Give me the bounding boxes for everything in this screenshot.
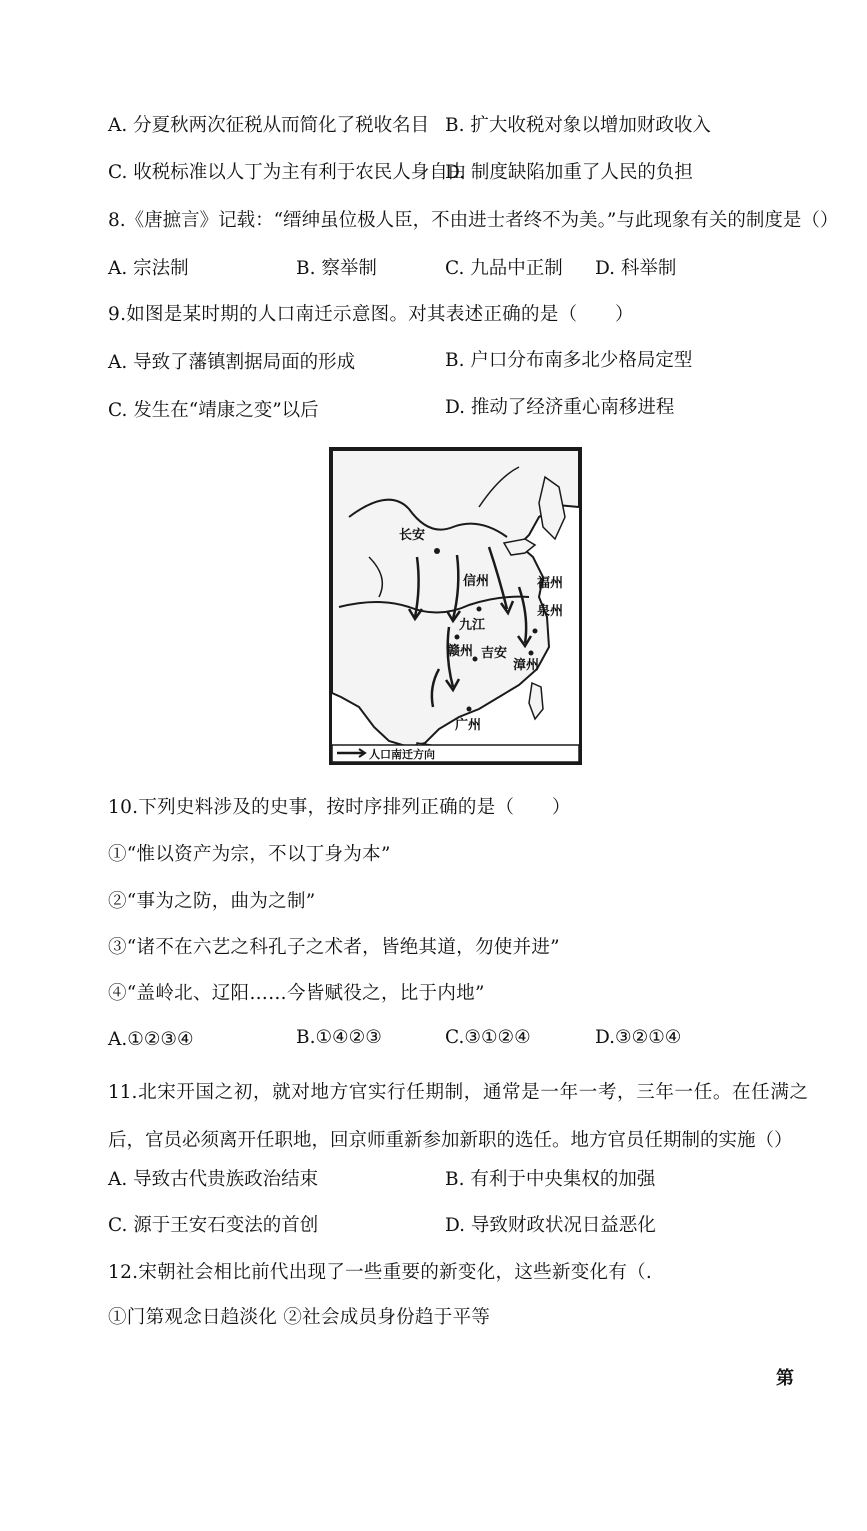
q9-option-d: D. 推动了经济重心南移进程 <box>445 397 675 418</box>
q9-option-b: B. 户口分布南多北少格局定型 <box>445 350 693 371</box>
q8-stem: 8.《唐摭言》记载：“缙绅虽位极人臣，不由进士者终不为美。”与此现象有关的制度是（） <box>108 210 839 231</box>
population-migration-map <box>329 447 582 765</box>
map-legend: 人口南迁方向 <box>369 748 435 761</box>
q10-item-4: ④“盖岭北、辽阳……今皆赋役之，比于内地” <box>108 983 485 1004</box>
page-number: 第 <box>776 1368 794 1389</box>
q7-option-d: D. 制度缺陷加重了人民的负担 <box>445 162 693 183</box>
q10-option-c: C.③①②④ <box>445 1027 531 1048</box>
q10-item-1: ①“惟以资产为宗，不以丁身为本” <box>108 844 391 865</box>
q11-option-c: C. 源于王安石变法的首创 <box>108 1215 319 1236</box>
q12-items: ①门第观念日趋淡化 ②社会成员身份趋于平等 <box>108 1307 491 1328</box>
q7-option-b: B. 扩大收税对象以增加财政收入 <box>445 115 711 136</box>
q10-option-a: A.①②③④ <box>108 1029 194 1050</box>
q11-option-a: A. 导致古代贵族政治结束 <box>108 1169 319 1190</box>
q7-option-c: C. 收税标准以人丁为主有利于农民人身自由 <box>108 162 467 183</box>
map-label-fuzhou: 福州 <box>537 576 564 591</box>
q10-option-b: B.①④②③ <box>296 1027 382 1048</box>
map-label-ganzhou: 赣州 <box>447 644 474 659</box>
q10-item-3: ③“诸不在六艺之科孔子之术者，皆绝其道，勿使并进” <box>108 937 560 958</box>
q8-option-c: C. 九品中正制 <box>445 258 563 279</box>
q7-option-a: A. 分夏秋两次征税从而简化了税收名目 <box>108 115 430 136</box>
q8-option-b: B. 察举制 <box>296 258 377 279</box>
q12-stem: 12.宋朝社会相比前代出现了一些重要的新变化，这些新变化有（. <box>108 1262 653 1283</box>
q9-option-a: A. 导致了藩镇割据局面的形成 <box>108 352 356 373</box>
q8-option-a: A. 宗法制 <box>108 258 189 279</box>
q11-option-b: B. 有利于中央集权的加强 <box>445 1169 656 1190</box>
map-label-zhangzhou: 漳州 <box>513 658 540 673</box>
map-label-jiujiang: 九江 <box>459 618 486 633</box>
q10-stem: 10.下列史料涉及的史事，按时序排列正确的是（ ） <box>108 797 571 818</box>
map-label-guangzhou: 广州 <box>455 718 482 733</box>
q8-option-d: D. 科举制 <box>595 258 677 279</box>
q9-stem: 9.如图是某时期的人口南迁示意图。对其表述正确的是（ ） <box>108 304 634 325</box>
map-label-jian: 吉安 <box>481 646 508 661</box>
q11-option-d: D. 导致财政状况日益恶化 <box>445 1215 656 1236</box>
q11-stem: 11.北宋开国之初，就对地方官实行任期制，通常是一年一考，三年一任。在任满之后，官员必须离开任职地，回京师重新参加新职的选任。地方官员任期制的实施（） <box>108 1082 808 1151</box>
map-label-xinzhou: 信州 <box>463 574 490 589</box>
q10-item-2: ②“事为之防，曲为之制” <box>108 891 316 912</box>
q9-option-c: C. 发生在“靖康之变”以后 <box>108 400 319 421</box>
map-label-quanzhou: 泉州 <box>537 604 564 619</box>
map-label-changan: 长安 <box>399 528 426 543</box>
q10-option-d: D.③②①④ <box>595 1027 682 1048</box>
